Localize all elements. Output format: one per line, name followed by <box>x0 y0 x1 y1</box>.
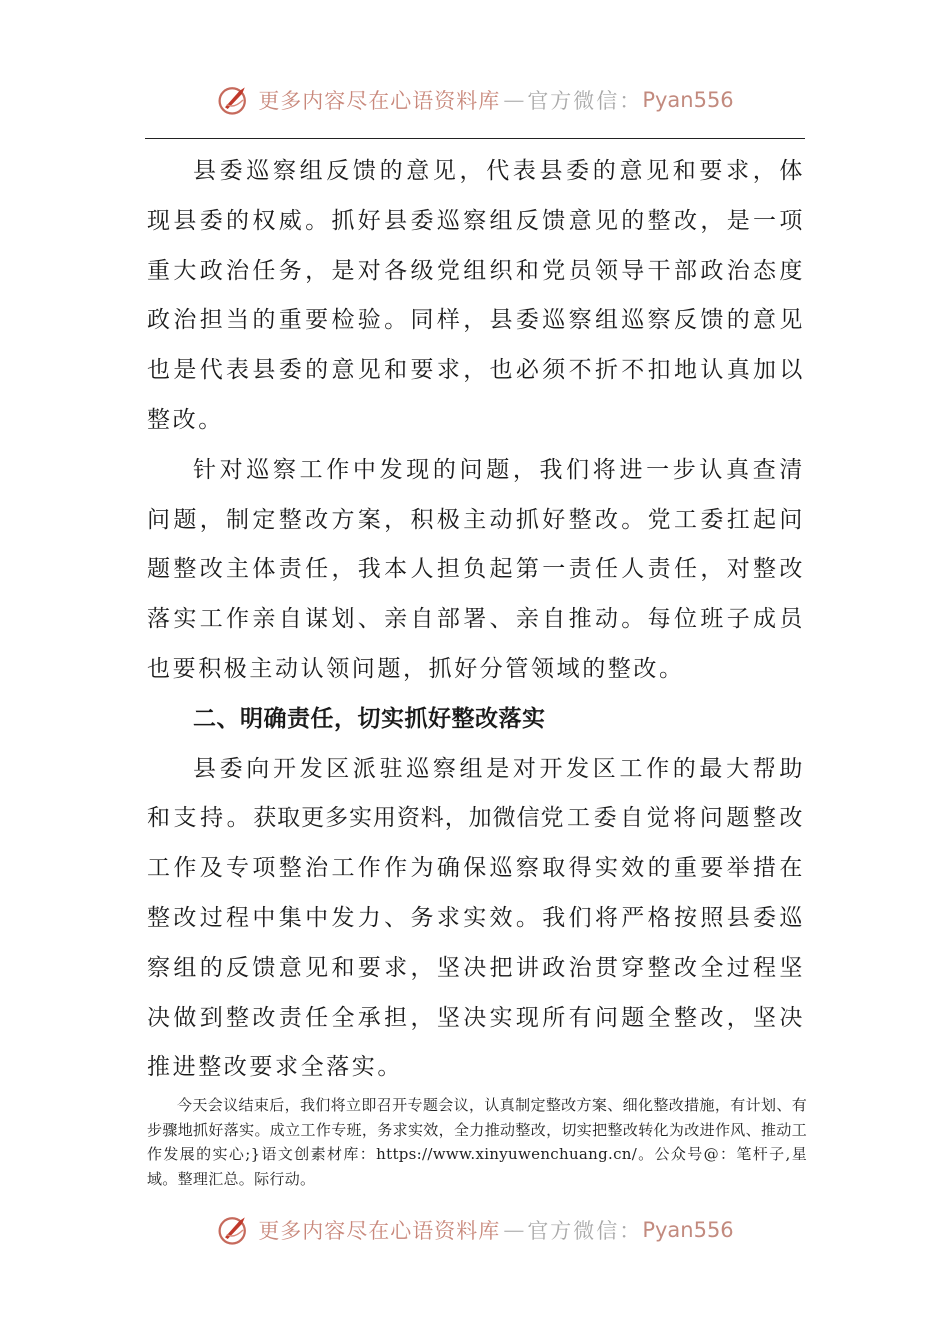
pen-nib-logo-icon <box>216 1212 252 1248</box>
banner-subtitle: 官方微信： <box>527 89 643 113</box>
paragraph-1: 县委巡察组反馈的意见，代表县委的意见和要求，体现县委的权威。抓好县委巡察组反馈意见的整改，是一项重大政治任务，是对各级党组织和党员领导干部政治态度政治担当的重要检验。同样，县委巡察组巡察反馈的意见也是代表县委的意见和要求，也必须不折不扣地认真加以整改。 <box>147 158 805 433</box>
promo-text: 获取更多实用资料，加微信 <box>253 805 541 832</box>
footer-banner <box>0 1210 950 1250</box>
paragraph-3-part-b: 党工委自觉将问题整改工作及专项整治工作作为确保巡察取得实效的重要举措在整改过程中集中发力、务求实效。我们将严格按照县委巡察组的反馈意见和要求，坚决把讲政治贯穿整改全过程坚决做到整改责任全承担，坚决实现所有问题全整改，坚决推进整改要求全落实。 <box>147 805 806 1081</box>
banner-separator: — <box>503 88 525 112</box>
banner-title: 更多内容尽在心语资料库 <box>258 89 501 113</box>
header-banner <box>0 80 950 120</box>
section-heading: 二、明确责任，切实抓好整改落实 <box>193 705 546 732</box>
header-divider <box>145 138 805 139</box>
pen-nib-logo-icon <box>216 82 252 118</box>
footer-note: 今天会议结束后，我们将立即召开专题会议，认真制定整改方案、细化整改措施，有计划、有步骤地抓好落实。成立工作专班，务求实效，全力推动整改，切实把整改转化为改进作风、推动工作发展的实心;}语文创素材库：https://www.xinyuwenchuang.cn/。公众号@：笔杆子,星域。整理汇总。际行动。 <box>147 1096 807 1188</box>
paragraph-2: 针对巡察工作中发现的问题，我们将进一步认真查清问题，制定整改方案，积极主动抓好整改。党工委扛起问题整改主体责任，我本人担负起第一责任人责任，对整改落实工作亲自谋划、亲自部署、亲自推动。每位班子成员也要积极主动认领问题，抓好分管领域的整改。 <box>147 456 805 682</box>
banner-subtitle: 官方微信： <box>527 1219 643 1243</box>
document-body <box>147 147 805 1093</box>
paragraph-3-part-a: 县委向开发区派驻巡察组是对开发区工作的最大帮助和支持。 <box>147 755 805 832</box>
paragraph-3 <box>147 745 805 1094</box>
banner-wechat-id: Pyan556 <box>642 88 734 112</box>
banner-title: 更多内容尽在心语资料库 <box>258 1219 501 1243</box>
banner-separator: — <box>503 1218 525 1242</box>
banner-wechat-id: Pyan556 <box>642 1218 734 1242</box>
